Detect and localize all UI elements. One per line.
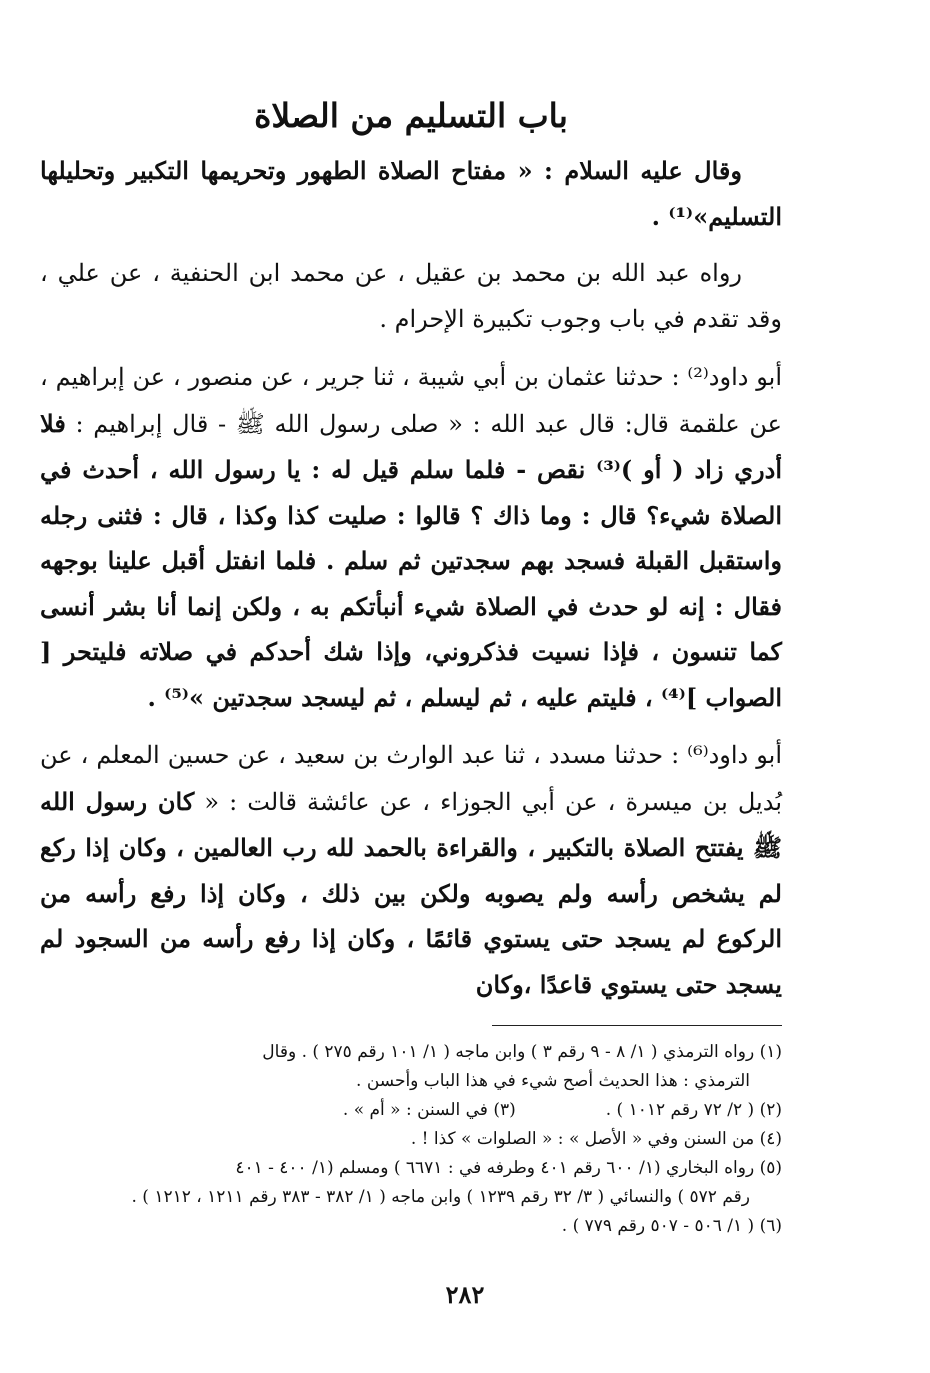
footnote-1-continued: الترمذي : هذا الحديث أصح شيء في هذا الباب وأحسن . — [356, 1071, 750, 1091]
paragraph-4 — [40, 732, 782, 1007]
paragraph-2-text: رواه عبد الله بن محمد بن عقيل ، عن محمد ابن الحنفية ، عن علي ، وقد تقدم في باب وجوب تكبيرة الإحرام . — [40, 259, 782, 333]
footnote-4: (٤) من السنن وفي « الأصل » : « الصلوات » كذا ! . — [410, 1129, 782, 1149]
page-content — [40, 90, 782, 1241]
chapter-title: باب التسليم من الصلاة — [254, 96, 568, 135]
page-number: ٢٨٢ — [445, 1280, 485, 1309]
paragraph-4-matn: كان رسول الله ﷺ يفتتح الصلاة بالتكبير ، والقراءة بالحمد لله رب العالمين ، وكان إذا ركع لم يشخص رأسه ولم يصوبه ولكن بين ذلك ، وكان إذا رفع رأسه من الركوع لم يسجد حتى يستوي قائمًا ، وكان إذا رفع رأسه من السجود لم يسجد حتى يستوي قاعدًا ،وكان — [40, 786, 782, 999]
footnote-row-2-3 — [40, 1096, 782, 1125]
footnote-2: (٢) ( ٢/ ٧٢ رقم ١٠١٢ ) . — [605, 1100, 782, 1120]
footnote-1: (١) رواه الترمذي ( ١/ ٨ - ٩ رقم ٣ ) وابن ماجه ( ١/ ١٠١ رقم ٢٧٥ ) . وقال — [262, 1042, 782, 1062]
footnote-5-continued: رقم ٥٧٢ ) والنسائي ( ٣/ ٣٢ رقم ١٢٣٩ ) وابن ماجه ( ١/ ٣٨٢ - ٣٨٣ رقم ١٢١١ ، ١٢١٢ ) . — [131, 1187, 750, 1207]
footnote-5: (٥) رواه البخاري (١/ ٦٠٠ رقم ٤٠١ وطرفه في : ٦٦٧١ ) ومسلم (١/ ٤٠٠ - ٤٠١ — [235, 1158, 782, 1178]
paragraph-2 — [40, 251, 782, 342]
footnote-3: (٣) في السنن : « أم » . — [342, 1100, 516, 1120]
paragraph-1-text: وقال عليه السلام : « مفتاح الصلاة الطهور وتحريمها التكبير وتحليلها التسليم»⁽¹⁾ . — [40, 156, 782, 231]
paragraph-3-matn: فلا أدري زاد ( أو )⁽³⁾ نقص - فلما سلم قيل له : يا رسول الله ، أحدث في الصلاة شيء؟ قال : وما ذاك ؟ قالوا : صليت كذا وكذا ، قال : فثنى رجله واستقبل القبلة فسجد بهم سجدتين ثم سلم . فلما انفتل أقبل علينا بوجهه فقال : إنه لو حدث في الصلاة شيء أنبأتكم به ، ولكن إنما أنا بشر أنسى كما تنسون ، فإذا نسيت فذكروني، وإذا شك أحدكم في صلاته فليتحر [ الصواب ]⁽⁴⁾ ، فليتم عليه ، ثم ليسلم ، ثم ليسجد سجدتين »⁽⁵⁾ . — [40, 408, 782, 712]
paragraph-4-isnad: أبو داود⁽⁶⁾ : حدثنا مسدد ، ثنا عبد الوارث بن سعيد ، عن حسين المعلم ، عن بُديل بن ميسرة ، عن أبي الجوزاء ، عن عائشة قالت : « — [40, 741, 782, 816]
footnote-divider — [492, 1025, 782, 1026]
paragraph-3 — [40, 354, 782, 720]
footnote-6: (٦) ( ١/ ٥٠٦ - ٥٠٧ رقم ٧٧٩ ) . — [561, 1216, 782, 1236]
paragraph-1 — [40, 148, 782, 239]
footnotes — [40, 1038, 782, 1241]
paragraph-3-isnad: أبو داود⁽²⁾ : حدثنا عثمان بن أبي شيبة ، ثنا جرير ، عن منصور ، عن إبراهيم ، عن علقمة قال: قال عبد الله : « صلى رسول الله ﷺ - قال إبراهيم : — [40, 363, 782, 438]
